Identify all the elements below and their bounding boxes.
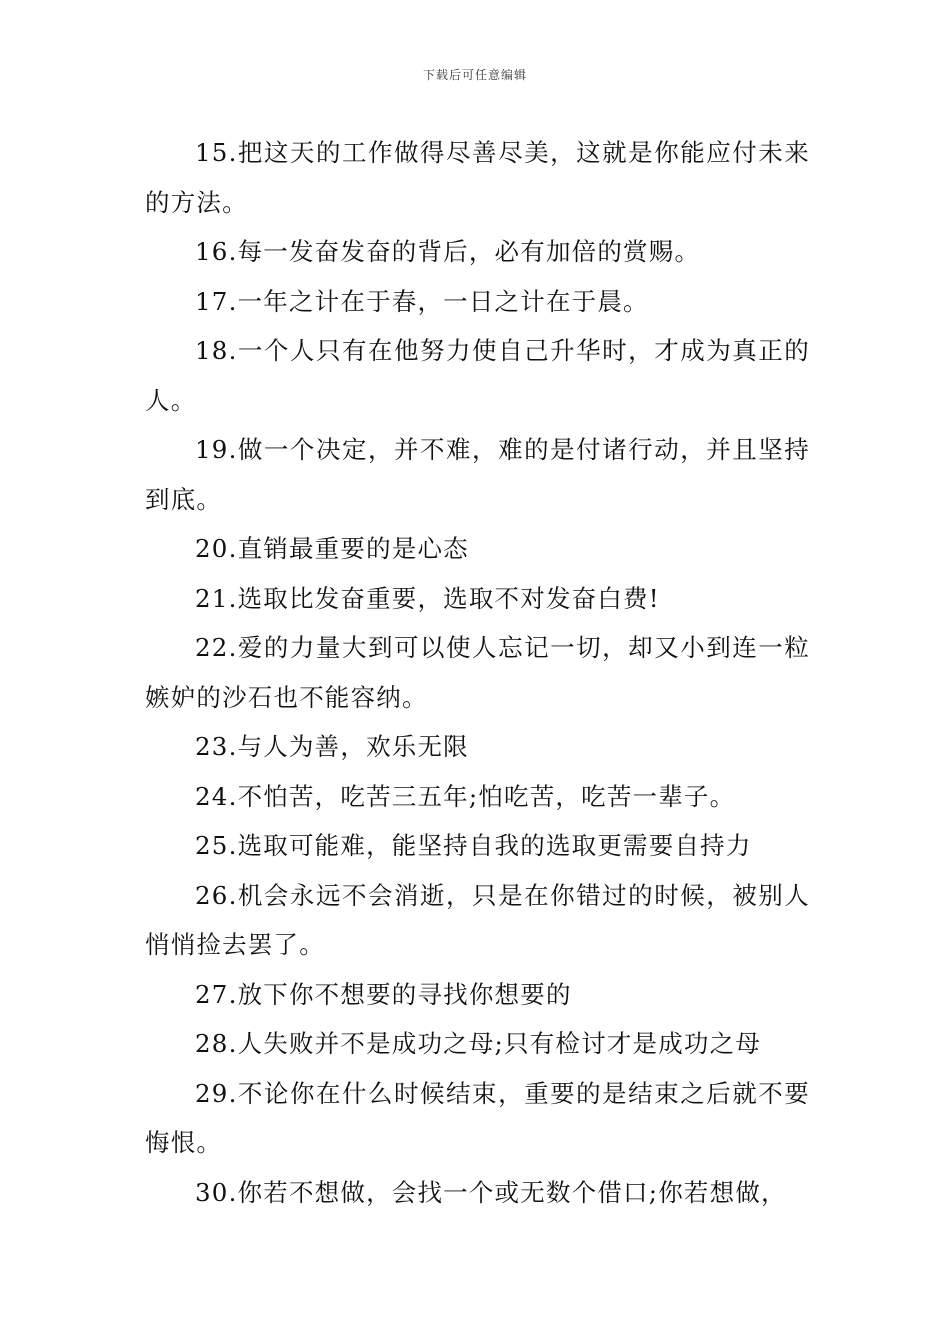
paragraph-19: 19.做一个决定，并不难，难的是付诸行动，并且坚持到底。	[145, 435, 810, 514]
paragraph-25: 25.选取可能难，能坚持自我的选取更需要自持力	[195, 831, 752, 860]
paragraph-21: 21.选取比发奋重要，选取不对发奋白费!	[195, 583, 660, 613]
paragraph-16: 16.每一发奋发奋的背后，必有加倍的赏赐。	[195, 237, 701, 266]
paragraph-30: 30.你若不想做，会找一个或无数个借口;你若想做，	[195, 1177, 787, 1207]
paragraph-24: 24.不怕苦，吃苦三五年;怕吃苦，吃苦一辈子。	[195, 781, 736, 811]
paragraph-20: 20.直销最重要的是心态	[195, 534, 469, 563]
paragraph-23: 23.与人为善，欢乐无限	[195, 732, 469, 761]
paragraph-27: 27.放下你不想要的寻找你想要的	[195, 979, 572, 1009]
paragraph-17: 17.一年之计在于春，一日之计在于晨。	[195, 286, 649, 316]
paragraph-26: 26.机会永远不会消逝，只是在你错过的时候，被别人悄悄捡去罢了。	[145, 880, 810, 959]
document-body	[145, 128, 810, 1217]
paragraph-18: 18.一个人只有在他努力使自己升华时，才成为真正的人。	[145, 336, 810, 415]
paragraph-28: 28.人失败并不是成功之母;只有检讨才是成功之母	[195, 1029, 762, 1058]
paragraph-22: 22.爱的力量大到可以使人忘记一切，却又小到连一粒嫉妒的沙石也不能容纳。	[145, 633, 810, 712]
header-note: 下载后可任意编辑	[422, 68, 527, 82]
paragraph-15: 15.把这天的工作做得尽善尽美，这就是你能应付未来的方法。	[145, 138, 810, 217]
paragraph-29: 29.不论你在什么时候结束，重要的是结束之后就不要悔恨。	[145, 1078, 810, 1157]
